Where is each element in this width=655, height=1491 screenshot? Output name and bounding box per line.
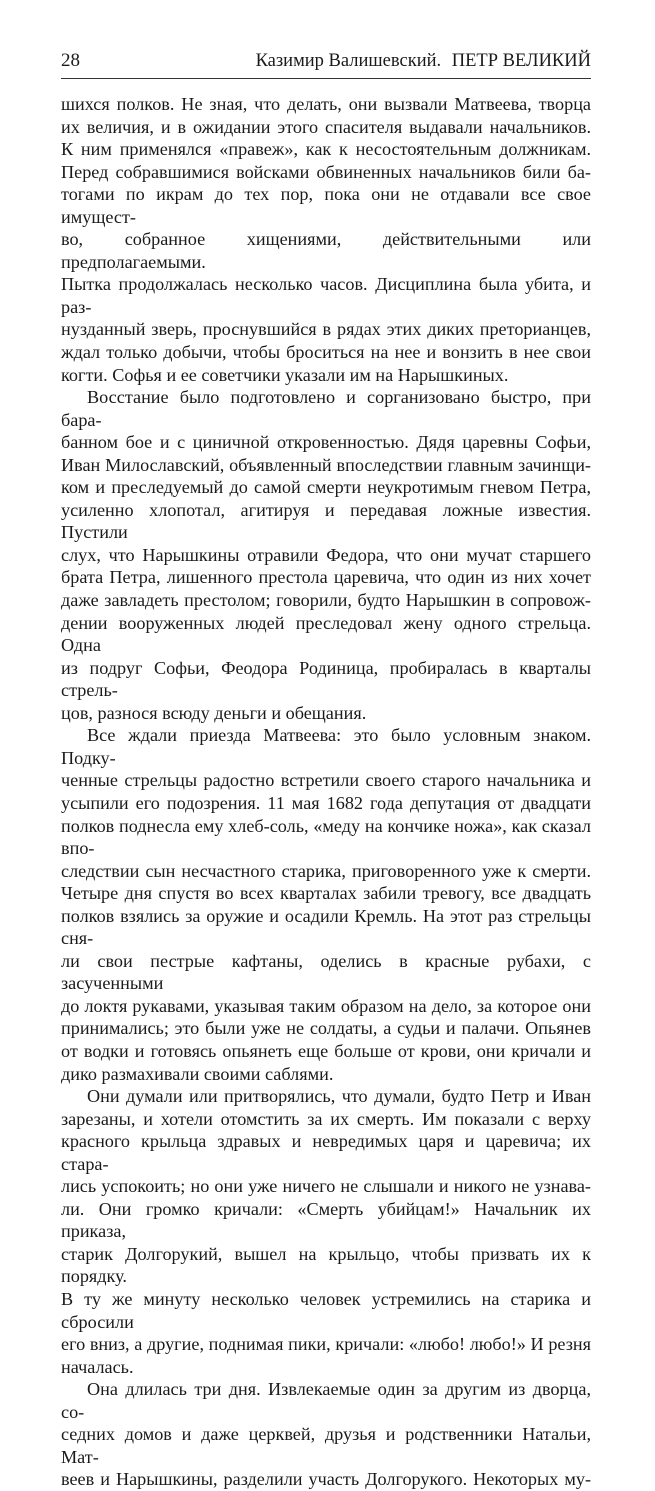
text-line: Пытка продолжалась несколько часов. Дисциплина была убита, и раз- bbox=[61, 274, 591, 317]
text-line: цов, разнося всюду деньги и обещания. bbox=[61, 702, 367, 723]
text-line: во, собранное хищениями, действительными или предполагаемыми. bbox=[61, 229, 591, 272]
text-line: полков поднесла ему хлеб-соль, «меду на кончике ножа», как сказал впо- bbox=[61, 815, 591, 859]
text-line: даже завладеть престолом; говорили, будто Нарышкин в сопровож- bbox=[61, 590, 591, 611]
text-line: Перед собравшимися войсками обвиненных начальников били ба- bbox=[61, 161, 591, 182]
text-line: Они думали или притворялись, что думали, будто Петр и Иван bbox=[87, 1086, 591, 1107]
text-line: В ту же минуту несколько человек устремились на старика и сбросили bbox=[61, 1288, 591, 1332]
body-text bbox=[61, 93, 591, 1491]
text-line: Четыре дня спустя во всех кварталах забили тревогу, все двадцать bbox=[61, 883, 591, 904]
text-line: усыпили его подозрения. 11 мая 1682 года депутация от двадцати bbox=[61, 792, 591, 813]
text-line: его вниз, а другие, поднимая пики, кричали: «любо! любо!» И резня bbox=[61, 1334, 591, 1355]
text-line: дико размахивали своими саблями. bbox=[61, 1063, 334, 1084]
text-line: ли свои пестрые кафтаны, оделись в красные рубахи, с засученными bbox=[61, 950, 591, 994]
book-title: ПЕТР ВЕЛИКИЙ bbox=[451, 51, 591, 71]
text-line: от водки и готовясь опьянеть еще больше от крови, они кричали и bbox=[61, 1040, 591, 1061]
text-line: нузданный зверь, проснувшийся в рядах этих диких преторианцев, bbox=[61, 319, 591, 340]
text-line: красного крыльца здравых и невредимых царя и царевича; их стара- bbox=[61, 1131, 591, 1174]
text-line: усиленно хлопотал, агитируя и передавая ложные известия. Пустили bbox=[61, 499, 591, 543]
text-line: зарезаны, и хотели отомстить за их смерть. Им показали с верху bbox=[61, 1108, 591, 1129]
text-line: банном бое и с циничной откровенностью. Дядя царевны Софьи, bbox=[61, 432, 591, 453]
text-line: слух, что Нарышкины отравили Федора, что они мучат старшего bbox=[61, 544, 591, 565]
text-line: брата Петра, лишенного престола царевича, что один из них хочет bbox=[61, 567, 591, 588]
text-line: К ним применялся «правеж», как к несостоятельным должникам. bbox=[61, 139, 591, 160]
text-line: веев и Нарышкины, разделили участь Долгорукого. Некоторых му- bbox=[61, 1469, 591, 1490]
text-line: ждал только добычи, чтобы броситься на нее и вонзить в нее свои bbox=[61, 342, 591, 363]
running-title bbox=[256, 50, 591, 72]
text-line: Она длилась три дня. Извлекаемые один за другим из дворца, со- bbox=[61, 1379, 591, 1422]
text-line: Иван Милославский, объявленный впоследствии главным зачинщи- bbox=[61, 454, 591, 475]
text-line: шихся полков. Не зная, что делать, они вызвали Матвеева, творца bbox=[61, 94, 591, 114]
text-line: дении вооруженных людей преследовал жену одного стрельца. Одна bbox=[61, 612, 591, 656]
text-line: из подруг Софьи, Феодора Родиница, пробиралась в кварталы стрель- bbox=[61, 657, 591, 701]
text-line: лись успокоить; но они уже ничего не слышали и никого не узнава- bbox=[61, 1176, 591, 1197]
text-line: следствии сын несчастного старика, приговоренного уже к смерти. bbox=[61, 860, 591, 881]
text-line: началась. bbox=[61, 1356, 134, 1377]
text-line: тогами по икрам до тех пор, пока они не отдавали все свое имущест- bbox=[61, 184, 591, 227]
text-line: до локтя рукавами, указывая таким образом на дело, за которое они bbox=[61, 995, 591, 1016]
text-line: седних домов и даже церквей, друзья и родственники Натальи, Мат- bbox=[61, 1424, 591, 1467]
text-line: Восстание было подготовлено и сорганизовано быстро, при бара- bbox=[61, 387, 591, 430]
running-header bbox=[61, 50, 591, 79]
text-line: ченные стрельцы радостно встретили своего старого начальника и bbox=[61, 770, 591, 791]
text-line: старик Долгорукий, вышел на крыльцо, чтобы призвать их к порядку. bbox=[61, 1243, 591, 1287]
text-line: когти. Софья и ее советчики указали им на Нарышкиных. bbox=[61, 364, 509, 385]
text-line: полков взялись за оружие и осадили Кремль. На этот раз стрельцы сня- bbox=[61, 905, 591, 949]
text-line: Все ждали приезда Матвеева: это было условным знаком. Подку- bbox=[61, 725, 591, 768]
text-line: ком и преследуемый до самой смерти неукротимым гневом Петра, bbox=[61, 477, 591, 498]
text-line: принимались; это были уже не солдаты, а судьи и палачи. Опьянев bbox=[61, 1018, 591, 1039]
author-name: Казимир Валишевский. bbox=[255, 51, 442, 71]
text-line: их величия, и в ожидании этого спасителя выдавали начальников. bbox=[61, 116, 591, 137]
page-number: 28 bbox=[61, 50, 80, 71]
text-line: ли. Они громко кричали: «Смерть убийцам!» Начальник их приказа, bbox=[61, 1198, 591, 1242]
book-page bbox=[61, 50, 591, 1491]
